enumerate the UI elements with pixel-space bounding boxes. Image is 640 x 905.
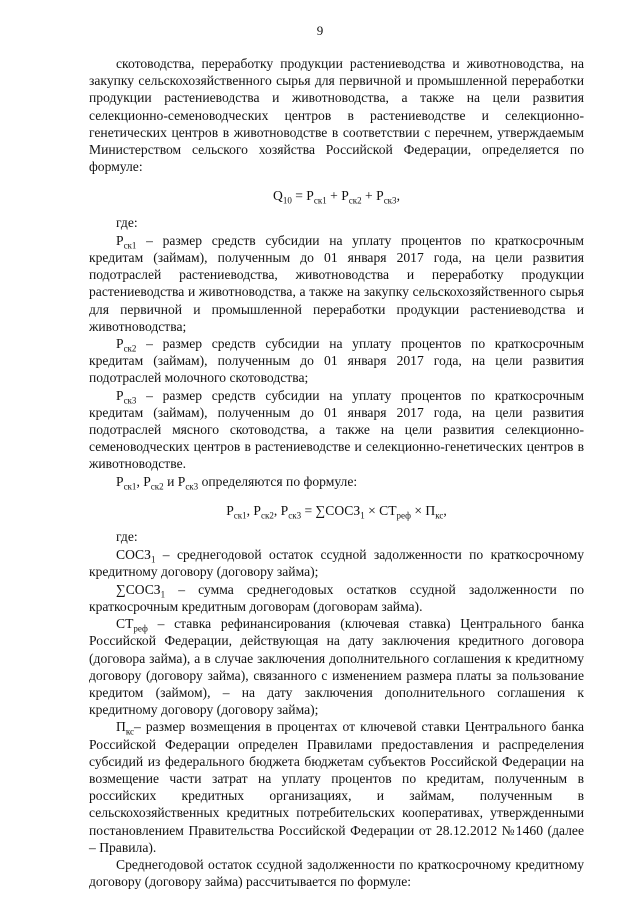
definition-text: – среднегодовой остаток ссудной задолженности по краткосрочному кредитному договору (договору займа);	[89, 547, 584, 580]
formula-subscript: ск3	[383, 196, 397, 207]
definition-text: – размер средств субсидии на уплату процентов по краткосрочным кредитам (займам), полученным до 01 января 2017 года, на цели развития подотраслей мясного скотоводства, а также на цели развития селекционно-семеноводческих центров в растениеводстве и селекционно-генетических центров в животноводстве.	[89, 387, 584, 472]
symbol: P	[116, 232, 124, 248]
definition-text: – размер средств субсидии на уплату процентов по краткосрочным кредитам (займам), полученным до 01 января 2017 года, на цели развития подотраслей молочного скотоводства;	[89, 336, 584, 386]
formula-q10	[89, 187, 584, 207]
formula-subscript: 1	[360, 510, 365, 521]
symbol: СОСЗ	[116, 547, 151, 563]
symbol: , P	[136, 473, 151, 489]
symbol: P	[116, 387, 124, 403]
formula-intro	[89, 473, 584, 490]
where-label: где:	[116, 529, 138, 545]
document-body	[89, 55, 584, 890]
definition-pck1	[89, 232, 584, 335]
formula-pck	[89, 502, 584, 519]
symbol: и P	[163, 473, 186, 489]
symbol-subscript: реф	[133, 623, 148, 634]
formula-term: , P	[246, 502, 261, 518]
formula-term: × П	[410, 502, 436, 518]
definition-p-kc	[89, 718, 584, 856]
formula-subscript: ск3	[288, 510, 302, 521]
intro-text: определяются по формуле:	[198, 473, 358, 489]
symbol-subscript: ск3	[185, 481, 199, 492]
formula-subscript: ск1	[313, 196, 327, 207]
formula-subscript: ск2	[348, 196, 362, 207]
page-number: 9	[316, 23, 324, 38]
definition-text: – сумма среднегодовых остатков ссудной задолженности по краткосрочным кредитным договорам (договорам займа).	[89, 581, 584, 614]
formula-term: ,	[443, 502, 447, 518]
definition-pck2	[89, 335, 584, 387]
symbol-subscript: кс	[125, 727, 134, 738]
symbol: П	[116, 719, 126, 735]
definition-text: – размер возмещения в процентах от ключевой ставки Центрального банка Российской Федерации определен Правилами предоставления и распределения субсидий из федерального бюджета бюджетам субъектов Российской Федерации на возмещение части затрат на уплату процентов по кредитам, полученным в российских кредитных организациях, и займам, полученным в сельскохозяйственных кредитных потребительских кооперативах, утвержденными постановлением Правительства Российской Федерации от 28.12.2012 №1460 (далее – Правила).	[89, 719, 584, 855]
formula-subscript: 10	[282, 196, 292, 207]
symbol: ∑СОСЗ	[116, 581, 161, 597]
symbol: P	[116, 336, 124, 352]
symbol-subscript: ск1	[123, 481, 137, 492]
paragraph-closing: Среднегодовой остаток ссудной задолженности по краткосрочному кредитному договору (договору займа) рассчитывается по формуле:	[89, 856, 584, 890]
definition-ct-ref	[89, 615, 584, 718]
formula-subscript: кс	[435, 510, 444, 521]
symbol-subscript: 1	[150, 555, 156, 565]
symbol: P	[116, 473, 124, 489]
symbol: СТ	[116, 616, 134, 632]
formula-term: × СТ	[364, 502, 397, 518]
formula-subscript: ск1	[233, 510, 247, 521]
definition-text: – размер средств субсидии на уплату процентов по краткосрочным кредитам (займам), полученным до 01 января 2017 года, на цели развития подотраслей растениеводства, животноводства и переработку продукции растениеводства и животноводства, а также на закупку сельскохозяйственного сырья для первичной и промышленной переработки продукции растениеводства и животноводства;	[89, 232, 584, 334]
formula-term: Q	[273, 188, 283, 204]
paragraph-intro: скотоводства, переработку продукции растениеводства и животноводства, на закупку сельскохозяйственного сырья для первичной и промышленной переработки продукции растениеводства и животноводства, а также на цели развития селекционно-семеноводческих центров в растениеводстве и селекционно-генетических центров в животноводстве в соответствии с перечнем, утверждаемым Министерством сельского хозяйства Российской Федерации, определяется по формуле:	[89, 56, 584, 175]
symbol-subscript: ск3	[123, 395, 137, 406]
definition-text: – ставка рефинансирования (ключевая ставка) Центрального банка Российской Федерации, действующая на дату заключения кредитного договора (договора займа), а в случае заключения дополнительного соглашения к кредитному договору (договору займа), связанного с изменением размера платы за пользование кредитом (займом), – на дату заключения дополнительного соглашения к кредитному договору (договору займа);	[89, 616, 584, 718]
definition-pck3	[89, 387, 584, 473]
formula-subscript: ск2	[260, 510, 274, 521]
formula-term: = ∑СОСЗ	[301, 502, 361, 518]
symbol-subscript: ск1	[123, 240, 137, 251]
formula-term: P	[226, 502, 234, 518]
where-label: где:	[116, 214, 138, 230]
definition-cosz1	[89, 546, 584, 580]
symbol-subscript: ск2	[150, 481, 164, 492]
formula-term: + P	[326, 188, 349, 204]
symbol-subscript: ск2	[123, 343, 137, 354]
formula-term: , P	[273, 502, 289, 518]
definition-sum-cosz1	[89, 581, 584, 615]
formula-subscript: реф	[396, 510, 411, 521]
symbol-subscript: 1	[160, 589, 166, 600]
formula-term: = P	[291, 188, 314, 204]
formula-term: + P	[361, 188, 384, 204]
formula-term: ,	[396, 188, 400, 204]
